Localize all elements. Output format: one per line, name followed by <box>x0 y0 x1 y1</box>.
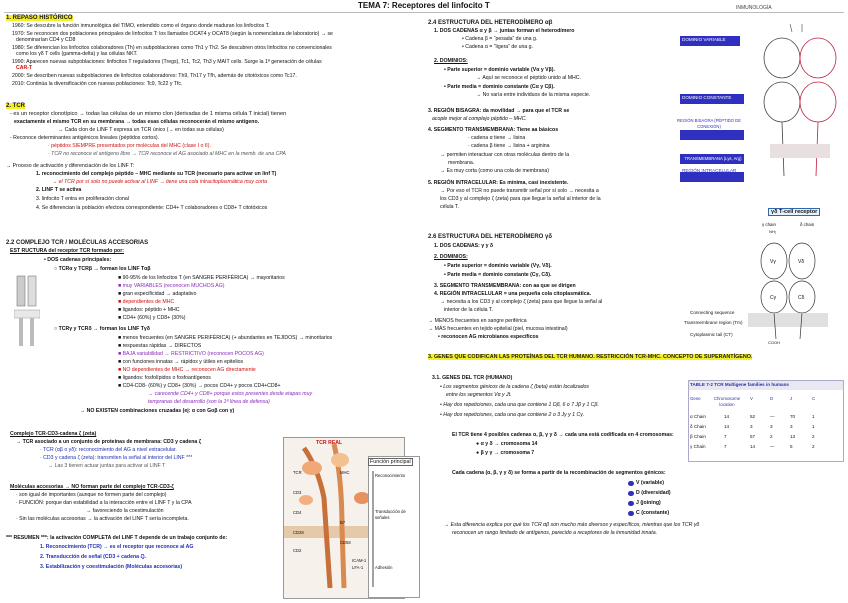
tcr-line: · TCR no reconoce el antígeno libre → TCR reconoce el AG asociado al MHC en la memb. de una CPA <box>48 151 286 157</box>
table-col-header: V <box>750 396 753 401</box>
ab-line: • Parte media = dominio constante (Cα y Cβ). <box>444 84 555 90</box>
structure-line: tempranas del desarrollo (son la 1ª línea de defensa) <box>148 399 270 405</box>
ab-line: 4. SEGMENTO TRANSMEMBRANA: Tiene aa básicos <box>428 127 559 133</box>
table-col-header: C <box>812 396 816 401</box>
ab-line: · cadena α tiene → lisina <box>468 135 526 141</box>
fig-label: ICAM-1 <box>352 558 367 563</box>
gd-fig-label: δ chain <box>800 222 815 227</box>
genes-line: ● β y γ → cromosoma 7 <box>476 450 535 456</box>
structure-line: → NO EXISTEN combinaciones cruzadas (ej: α con Goβ con γ) <box>80 408 235 414</box>
genes-subtitle: 3.1. GENES DEL TCR (HUMANO) <box>432 375 513 381</box>
fig-label: TCR <box>293 470 302 475</box>
table-col-header: Chromosome location <box>713 396 741 407</box>
tcr-line: · péptidos SIEMPRE presentados por moléculas del MHC (clase I o II). <box>48 143 211 149</box>
history-item: 2000: Se describen nuevas subpoblaciones de linfocitos colaboradores: Th9, Th17 y Tfh, además de citotóxicos como Tc17. <box>12 73 297 79</box>
structure-line: • DOS cadenas principales: <box>44 257 112 263</box>
tcr-real-label: TCR REAL <box>316 440 343 446</box>
structure-line: ■ CD4+ (60%) y CD8+ (30%) <box>118 315 186 321</box>
ab-line: → permiten interactuar con otras moléculas dentro de la <box>440 152 570 158</box>
table-col-header: J <box>790 396 793 401</box>
complejo-line: Complejo TCR-CD3-cadena ζ (zeta) <box>10 431 97 437</box>
gd-fig-label: γ chain <box>762 222 776 227</box>
history-item: CAR-T <box>16 65 33 71</box>
ab-line: 2. DOMINIOS: <box>434 58 468 64</box>
genes-line: → Esta diferencia explica por qué los TCR αβ son mucho más diversos y específicos, mientras que los TCR γδ <box>444 522 700 528</box>
fig-label: CD28 <box>293 530 304 535</box>
table-cell: 14 <box>724 424 730 429</box>
resumen-line: 3. Estabilización y coestimulación (Moléculas accesorias) <box>40 564 183 570</box>
gd-line: • Parte media = dominio constante (Cγ, Cδ). <box>444 272 552 278</box>
tcr-gene-table <box>688 380 844 462</box>
fig-label: CD58 <box>340 540 351 545</box>
subject-label: INMUNOLOGÍA <box>736 5 772 11</box>
fig-label-transduccion: Transducción de señales <box>375 509 406 520</box>
structure-line: ○ TCRα y TCRβ → forman los LINF Tαβ <box>54 266 151 272</box>
gd-line: → MENOS frecuentes en sangre periférica <box>428 318 527 324</box>
segment-d: D (diversidad) <box>636 490 671 496</box>
gd-line: 1. DOS CADENAS: γ y δ <box>434 243 494 249</box>
gd-fig-label: Cγ <box>770 295 777 301</box>
tcr-line: 1. reconocimiento del complejo péptido – MHC mediante su TCR (necesario para activar un linf T) <box>36 171 277 177</box>
genes-line: entre los segmentos Vα y Jt. <box>446 392 512 398</box>
table-cell: 52 <box>750 414 756 419</box>
genes-line: El TCR tiene 4 posibles cadenas α, β, γ y δ → cada una está codificada en 4 cromosomas: <box>452 432 674 438</box>
segment-c: C (constante) <box>636 510 670 516</box>
ab-line: → Aquí se reconoce el péptido unido al MHC. <box>476 75 581 81</box>
gd-line: 2. DOMINIOS: <box>434 254 468 260</box>
complejo-line: · CD3 y cadena ζ (zeta): transmiten la señal al interior del LINF *** <box>40 455 193 461</box>
table-cell: 7 <box>724 434 727 439</box>
table-cell: 3 <box>790 424 793 429</box>
section-1-title: 1. REPASO HISTÓRICO <box>6 15 73 21</box>
structure-line: ■ gran especificidad → adaptativo <box>118 291 197 297</box>
table-cell: δ Chain <box>690 424 706 429</box>
tcr-line: 2. LINF T se activa <box>36 187 82 193</box>
tcr-line: 3. linfocito T entra en proliferación clonal <box>36 196 129 202</box>
structure-line: ■ ligandos: fosfolípidos o fosfoantígenos <box>118 375 211 381</box>
fig-label: CD4 <box>293 510 302 515</box>
ab-line: 5. REGIÓN INTRACELULAR: Es mínima, casi inexistente. <box>428 180 569 186</box>
segment-v: V (variable) <box>636 480 664 486</box>
ab-line: · cadena β tiene → lisina + arginina <box>468 143 550 149</box>
structure-line: ■ con funciones innatas → rápidos y útiles en epitelios <box>118 359 244 365</box>
ab-line: → Es muy corta (como una cola de membrana) <box>440 168 549 174</box>
table-cell: 1 <box>812 424 815 429</box>
tcr-line: → Proceso de activación y diferenciación de los LINF T: <box>6 163 135 169</box>
structure-line: ■ NO dependientes de MHC → reconocen AG directamente <box>118 367 256 373</box>
section-2-6-title: 2.6 ESTRUCTURA DEL HETERODÍMERO γδ <box>428 234 552 240</box>
fig-label-variable: DOMINIO VARIABLE <box>682 37 726 42</box>
tcr-line: → el TCR por sí solo no puede activar al LINF → tiene una cola intracitoplasmática muy corta <box>52 179 267 185</box>
table-cell: 2 <box>812 444 815 449</box>
tcr-line: - Reconoce determinantes antigénicos lineales (péptidos cortos). <box>10 135 160 141</box>
tcr-line: 4. Se diferencian la población efectora correspondiente: CD4+ T colaboradores o CD8+ T citotóxicos <box>36 205 268 211</box>
ab-line: célula T. <box>440 204 459 210</box>
segment-j-marker <box>628 501 634 506</box>
segment-d-marker <box>628 491 634 496</box>
ab-line: • Cadena α = “ligera” de una g. <box>462 44 533 50</box>
table-cell: 1 <box>812 414 815 419</box>
ab-line: los CD3 y al complejo ζ (zeta) para que llegue la señal al interior de la <box>440 196 601 202</box>
section-2-title: 2. TCR <box>6 103 26 109</box>
genes-line: • Hay dos repeticiones, cada una que contiene 1 Dβ, 6 o 7 Jβ y 1 Cβ. <box>440 402 599 408</box>
gd-line: → MÁS frecuentes en tejido epitelial (piel, mucosa intestinal) <box>428 326 568 332</box>
fig-label: MHC <box>340 470 350 475</box>
table-cell: β Chain <box>690 434 706 439</box>
table-cell: 14 <box>750 444 756 449</box>
structure-line: ■ respuestas rápidas → DIRECTOS <box>118 343 202 349</box>
gd-fig-label: COOH <box>768 340 780 345</box>
header-divider <box>4 12 844 13</box>
gd-line: • reconocen AG microbianos específicos <box>438 334 539 340</box>
accesorias-line: · FUNCIÓN: porque dan estabilidad a la interacción entre el LINF T y la CPA <box>16 500 192 506</box>
gd-line: → necesita a los CD3 y al complejo ζ (zeta) para que llegue la señal al <box>440 299 603 305</box>
history-item: como los γδ T cells (gamma-delta) y las células NKT. <box>16 51 138 57</box>
table-cell: 5 <box>790 444 793 449</box>
ab-line: • Cadena β = “pesada” de una g. <box>462 36 538 42</box>
fig-label-bisagra: REGIÓN BISAGRA (PÉPTIDO DE CONEXIÓN) <box>677 118 741 129</box>
table-col-header: Gene <box>690 396 701 401</box>
structure-line: ■ 90-95% de los linfocitos T (en SANGRE PERIFÉRICA) → mayoritarios <box>118 275 285 281</box>
ab-line: 3. REGIÓN BISAGRA: da movilidad → para que el TCR se <box>428 108 570 114</box>
structure-subtitle: EST RUCTURA del receptor TCR formado por: <box>10 248 124 254</box>
gd-line: 3. SEGMENTO TRANSMEMBRANA: con aa que se dirigen <box>434 283 576 289</box>
structure-line: ■ ligandos: péptido + MHC <box>118 307 180 313</box>
gd-fig-label: Connecting sequence <box>690 310 735 315</box>
accesorias-line: · son igual de importantes (aunque no formen parte del complejo) <box>16 492 167 498</box>
gd-figure-title: γδ T-cell receptor <box>768 208 820 216</box>
tcr-membrane-figure <box>14 272 40 352</box>
gd-line: interior de la célula T. <box>444 307 493 313</box>
structure-line: ■ muy VARIABLES (reconocen MUCHOS AG) <box>118 283 225 289</box>
table-cell: α Chain <box>690 414 706 419</box>
fig-label: CD2 <box>293 548 302 553</box>
table-cell: 70 <box>790 414 796 419</box>
genes-line: Cada cadena (α, β, γ y δ) se forma a partir de la recombinación de segmentos génicos: <box>452 470 666 476</box>
table-cell: 13 <box>790 434 796 439</box>
tcr-line: exactamente el mismo TCR en su membrana → todas esas células reconocerán el mismo antígeno. <box>14 119 260 125</box>
complejo-line: → Las 3 tienen actuar juntas para activar al LINF T <box>48 463 166 469</box>
history-item: 1970: Se reconocen dos poblaciones principales de linfocitos T: los llamados OCAT4 y OCAT8 (según la nomenclatura de laboratorio) → se <box>12 31 333 37</box>
table-title: TABLE 7-2 TCR Multigene families in humans <box>690 382 789 387</box>
accesorias-line: Moléculas accesorias → NO forman parte del complejo TCR-CD3-ζ <box>10 484 174 490</box>
fig-label-reconocimiento: Reconocimiento <box>375 473 406 478</box>
table-cell: — <box>770 414 775 419</box>
structure-line: ■ BAJA variabilidad → RESTRICTIVO (reconocen POCOS AG) <box>118 351 264 357</box>
history-item: 1990: Aparecen nuevas subpoblaciones: linfocitos T reguladores (Tregs), Tc1, Tc2, Th3 y MAIT cells. Surge la 1ª generación de células <box>12 59 322 65</box>
history-item: 2010: Continúa la diversificación con nuevas poblaciones: Tc9, Tc22 y Tfc. <box>12 81 183 87</box>
table-col-header: D <box>770 396 774 401</box>
table-cell: 3 <box>770 424 773 429</box>
gd-line: • Parte superior = dominio variable (Vγ, Vδ). <box>444 263 552 269</box>
resumen-line: 1. Reconocimiento (TCR) → es el receptor que reconoce al AG <box>40 544 194 550</box>
table-cell: 57 <box>750 434 756 439</box>
accesorias-line: → favoreciendo la coestimulación <box>86 508 164 514</box>
genes-line: ● α y δ → cromosoma 14 <box>476 441 538 447</box>
gd-fig-label: Cδ <box>798 295 805 301</box>
table-cell: 14 <box>724 414 730 419</box>
fig-label: CD3 <box>293 490 302 495</box>
tcr-line: → Cada clon de LINF T expresa un TCR único (→ en todas sus células) <box>58 127 224 133</box>
resumen-line: *** RESUMEN ***: la activación COMPLETA del LINF T depende de un trabajo conjunto de: <box>6 535 228 541</box>
gd-fig-label: Vδ <box>798 259 805 265</box>
table-cell: γ Chain <box>690 444 706 449</box>
table-cell: 2 <box>812 434 815 439</box>
fig-label-intracelular: REGIÓN INTRACELULAR <box>682 168 737 173</box>
gd-line: 4. REGIÓN INTRACELULAR = una pequeña cola citoplasmática. <box>434 291 591 297</box>
table-cell: 3 <box>750 424 753 429</box>
section-2-2-title: 2.2 COMPLEJO TCR / MOLÉCULAS ACCESORIAS <box>6 240 149 246</box>
fig-label: LFA-1 <box>352 565 364 570</box>
gd-fig-label: Vγ <box>770 259 776 265</box>
tcr-line: - es un receptor clonotípico → todas las células de un mismo clon (derivadas de 1 misma célula T inicial) tienen <box>10 111 287 117</box>
gd-receptor-figure <box>728 205 844 345</box>
accesorias-line: · Sin las moléculas accesorias → la activación del LINF T sería incompleta. <box>16 516 189 522</box>
segment-j: J (joining) <box>636 500 661 506</box>
section-3-title: 3. GENES QUE CODIFICAN LAS PROTEÍNAS DEL TCR HUMANO. RESTRICCIÓN TCR-MHC. CONCEPTO DE SUPERANTÍGENO. <box>428 354 753 360</box>
ab-line: • Parte superior = dominio variable (Vα y Vβ). <box>444 67 555 73</box>
fig-label-adhesion: Adhesión <box>375 565 393 570</box>
gd-receptor-svg <box>728 205 844 345</box>
ab-line: 1. DOS CADENAS α y β → juntas forman el heterodímero <box>434 28 575 34</box>
segment-v-marker <box>628 481 634 486</box>
structure-line: ■ dependientes de MHC <box>118 299 175 305</box>
complejo-line: → TCR asociado a un conjunto de proteínas de membrana: CD3 y cadena ζ <box>16 439 202 445</box>
structure-line: ○ TCRγ y TCRδ → forman los LINF Tγδ <box>54 326 150 332</box>
ab-line: acople mejor al complejo péptido – MHC. <box>432 116 527 122</box>
genes-line: • Hay dos repeticiones, cada una que contiene 2 o 3 Jγ y 1 Cγ. <box>440 412 585 418</box>
structure-line: ■ CD4-CD8- (60%) y CD8+ (30%) → pocos CD4+ y pocos CD4+CD8+ <box>118 383 281 389</box>
table-cell: — <box>770 444 775 449</box>
structure-line: ■ menos frecuentes (en SANGRE PERIFÉRICA) (+ abundantes en TEJIDOS) → minoritarios <box>118 335 333 341</box>
genes-line: • Los segmentos génicos de la cadena ζ (beta) están localizados <box>440 384 589 390</box>
history-item: 1980: Se diferencian los linfocitos colaboradores (Th) en subpoblaciones como Th1 y Th2. Se descubren otros linfocitos no convencionales <box>12 45 332 51</box>
segment-c-marker <box>628 511 634 516</box>
section-2-4-title: 2.4 ESTRUCTURA DEL HETERODÍMERO αβ <box>428 20 553 26</box>
fig-label-transmembrana: SEGMENTO TRANSMEMBRANA (Lys, Arg) <box>684 150 742 161</box>
table-cell: 2 <box>770 434 773 439</box>
ab-line: → No varía entre individuos de la misma especie. <box>476 92 591 98</box>
gd-fig-label: Transmembrane region (Tm) <box>684 320 743 325</box>
structure-line: → carecende CD4+ y CD8+ porque estos presentes desde etapas muy <box>148 391 313 397</box>
fig-label-constante: DOMINIO CONSTANTE <box>682 95 732 100</box>
history-item: 1960: Se descubre la función inmunológica del TIMO, entendido como el órgano donde maduran los linfocitos T. <box>12 23 270 29</box>
ab-line: membrana. <box>448 160 475 166</box>
fig-label: B7 <box>340 520 346 525</box>
funcion-principal-label: Función principal <box>370 459 411 465</box>
gd-fig-label: Cytoplasmic tail (CT) <box>690 332 733 337</box>
table-cell: 7 <box>724 444 727 449</box>
tcr-membrane-svg <box>14 272 40 352</box>
complejo-line: · TCR (αβ o γδ): reconocimiento del AG a nivel extracelular. <box>40 447 177 453</box>
resumen-line: 2. Transducción de señal (CD3 + cadena ζ). <box>40 554 147 560</box>
gd-fig-label: NH₂ <box>769 229 777 234</box>
history-item: denominarían CD4 y CD8 <box>16 37 76 43</box>
ab-line: → Por eso el TCR no puede transmitir señal por sí solo → necesita a <box>440 188 599 194</box>
page-title: TEMA 7: Receptores del linfocito T <box>358 1 490 10</box>
genes-line: reconocen un rango limitado de antígenos, parecido a receptores de la inmunidad innata. <box>452 530 658 536</box>
